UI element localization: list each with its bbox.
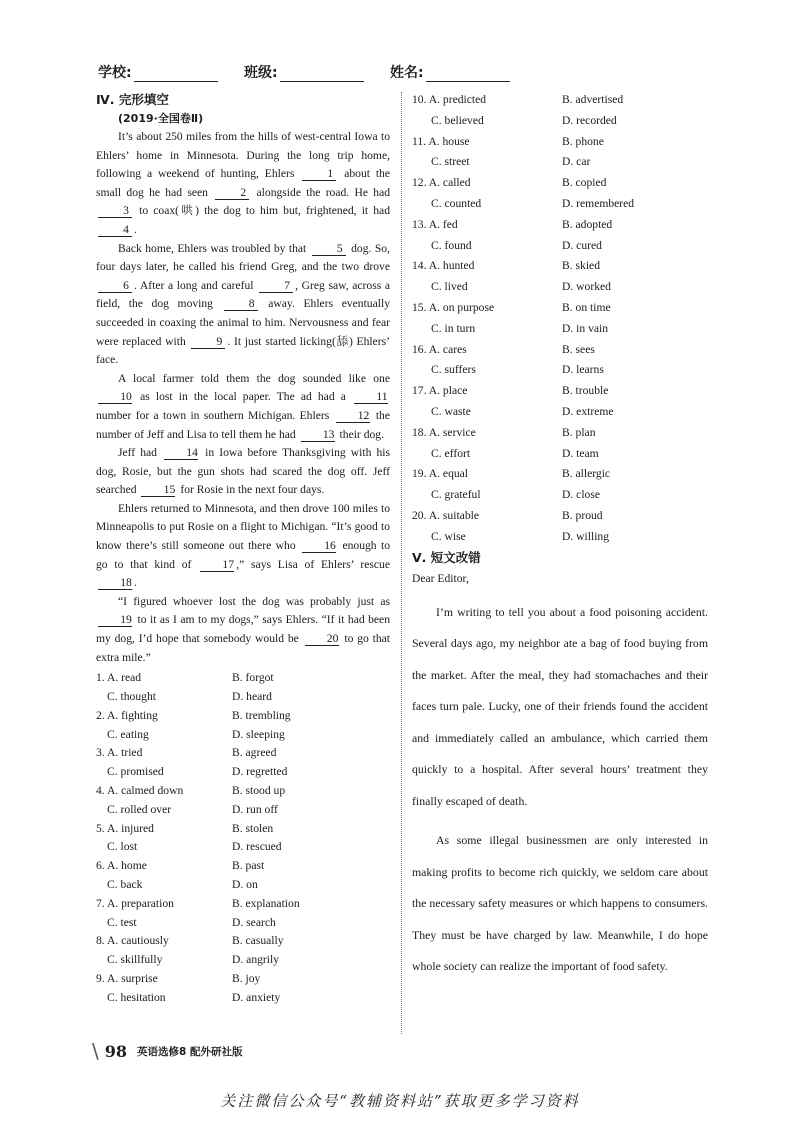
option-row: 17. A. place B. trouble bbox=[412, 384, 609, 398]
blank-5: 5 bbox=[312, 242, 346, 256]
options-list-left bbox=[96, 669, 390, 1007]
option-row: C. skillfully D. angrily bbox=[107, 953, 280, 967]
letter-greeting: Dear Editor, bbox=[412, 571, 469, 585]
blank-14: 14 bbox=[164, 446, 198, 460]
class-blank bbox=[280, 67, 364, 82]
option-row: C. lived D. worked bbox=[431, 280, 611, 294]
blank-11: 11 bbox=[354, 390, 388, 404]
option-row: C. believed D. recorded bbox=[431, 113, 617, 127]
blank-6: 6 bbox=[98, 279, 132, 293]
option-row: C. suffers D. learns bbox=[431, 363, 604, 377]
option-row: 5. A. injured B. stolen bbox=[96, 821, 274, 835]
option-row: 1. A. read B. forgot bbox=[96, 671, 274, 685]
option-row: C. test D. search bbox=[107, 915, 276, 929]
option-row: 15. A. on purpose B. on time bbox=[412, 300, 611, 314]
option-row: 18. A. service B. plan bbox=[412, 425, 596, 439]
option-row: 19. A. equal B. allergic bbox=[412, 467, 611, 481]
option-row: C. eating D. sleeping bbox=[107, 727, 285, 741]
class-label: 班级: bbox=[244, 65, 278, 81]
blank-10: 10 bbox=[98, 390, 132, 404]
blank-1: 1 bbox=[302, 167, 336, 181]
option-row: C. counted D. remembered bbox=[431, 196, 635, 210]
option-row: 2. A. fighting B. trembling bbox=[96, 708, 291, 722]
blank-18: 18 bbox=[98, 576, 132, 590]
passage-paragraph: It’s about 250 miles from the hills of west-central Iowa to Ehlers’ home in Minnesota. During the long trip home, following a weekend of hunting, Ehlers 1 about the small dog he had seen 2 alongside the road. He had 3 to coax(哄) the dog to him but, frightened, it had 4 . bbox=[96, 130, 391, 236]
class-field bbox=[244, 62, 364, 82]
option-row: 12. A. called B. copied bbox=[412, 176, 607, 190]
option-row: 10. A. predicted B. advertised bbox=[412, 93, 624, 106]
school-blank bbox=[134, 67, 218, 82]
bottom-watermark-note: 关注微信公众号“教辅资料站”获取更多学习资料 bbox=[220, 1092, 580, 1110]
blank-12: 12 bbox=[336, 409, 370, 423]
passage-paragraph: “I figured whoever lost the dog was probably just as 19 to it as I am to my dogs,” says Ehlers. “If it had been my dog, I’d hope that somebody would be 20 to go that extra mile.” bbox=[96, 594, 390, 664]
blank-15: 15 bbox=[141, 483, 175, 497]
column-divider bbox=[401, 92, 402, 1034]
blank-7: 7 bbox=[259, 279, 293, 293]
option-row: C. grateful D. close bbox=[431, 488, 600, 502]
passage-paragraph: Back home, Ehlers was troubled by that 5 dog. So, four days later, he called his friend Greg, and the two drove 6 . After a long and careful 7 , Greg saw, across a field, the dog moving 8 away. Ehlers eventually succeeded in coaxing the animal to him. Nervousness and fear were replaced with 9 . It just started licking(舔) Ehlers’ face. bbox=[96, 241, 390, 367]
blank-16: 16 bbox=[302, 539, 336, 553]
option-row: 4. A. calmed down B. stood up bbox=[96, 784, 286, 797]
letter-paragraph: As some illegal businessmen are only interested in making profits to become rich quickly, we seldom care about the necessary safety measures or which happens to consumers. They must be have charged by law. Meanwhile, I do hope whole society can realize the important of food safety. bbox=[412, 833, 708, 974]
option-row: C. found D. cured bbox=[431, 238, 602, 252]
blank-8: 8 bbox=[224, 297, 258, 311]
page-number: 98 bbox=[104, 1041, 128, 1061]
name-blank bbox=[426, 67, 510, 82]
page-footer bbox=[92, 1039, 242, 1063]
option-row: C. hesitation D. anxiety bbox=[107, 990, 281, 1004]
option-row: 6. A. home B. past bbox=[96, 859, 265, 873]
option-row: 14. A. hunted B. skied bbox=[412, 259, 601, 273]
footer-slash-icon: \ bbox=[92, 1039, 99, 1063]
blank-9: 9 bbox=[191, 335, 225, 349]
option-row: 3. A. tried B. agreed bbox=[96, 746, 277, 760]
option-row: 9. A. surprise B. joy bbox=[96, 971, 261, 985]
blank-2: 2 bbox=[215, 186, 249, 200]
option-row: C. waste D. extreme bbox=[431, 404, 614, 418]
blank-17: 17 bbox=[200, 558, 234, 572]
option-row: C. in turn D. in vain bbox=[431, 321, 609, 335]
book-title: 英语选修8 配外研社版 bbox=[137, 1045, 243, 1058]
option-row: 7. A. preparation B. explanation bbox=[96, 896, 300, 910]
option-row: C. back D. on bbox=[107, 877, 258, 891]
blank-13: 13 bbox=[301, 428, 335, 442]
source-note: (2019·全国卷Ⅱ) bbox=[118, 112, 204, 125]
option-row: 16. A. cares B. sees bbox=[412, 342, 595, 356]
right-column bbox=[412, 90, 708, 983]
passage-paragraph: Jeff had 14 in Iowa before Thanksgiving with his dog, Rosie, but the gun shots had scared the dog off. Jeff searched 15 for Rosie in the next four days. bbox=[96, 446, 390, 497]
school-label: 学校: bbox=[98, 65, 132, 81]
option-row: C. street D. car bbox=[431, 155, 591, 169]
section-title-cloze: Ⅳ. 完形填空 bbox=[96, 92, 169, 107]
left-column bbox=[96, 90, 390, 1008]
option-row: C. thought D. heard bbox=[107, 690, 272, 704]
name-label: 姓名: bbox=[390, 65, 424, 81]
blank-19: 19 bbox=[98, 613, 132, 627]
blank-4: 4 bbox=[98, 223, 132, 237]
option-row: 8. A. cautiously B. casually bbox=[96, 934, 284, 948]
option-row: C. rolled over D. run off bbox=[107, 802, 278, 816]
option-row: 11. A. house B. phone bbox=[412, 134, 604, 148]
option-row: C. promised D. regretted bbox=[107, 765, 288, 779]
options-list-right bbox=[412, 90, 708, 548]
school-field bbox=[98, 62, 218, 82]
student-info-header bbox=[98, 62, 740, 84]
blank-3: 3 bbox=[98, 204, 132, 218]
option-row: 20. A. suitable B. proud bbox=[412, 508, 603, 522]
letter-paragraph: I’m writing to tell you about a food poisoning accident. Several days ago, my neighbor ate a bag of food buying from the market. After the meal, they had stomachaches and their faces turn pale. Lucky, one of their friends found the accident and immediately called an ambulance, which carried them quickly to a hospital. After several hours’ treatment they finally escaped of death. bbox=[412, 604, 708, 808]
blank-20: 20 bbox=[305, 632, 339, 646]
passage-paragraph: A local farmer told them the dog sounded like one 10 as lost in the local paper. The ad had a 11 number for a town in southern Michigan. Ehlers 12 the number of Jeff and Lisa to tell them he had 13 their dog. bbox=[96, 371, 390, 441]
option-row: C. lost D. rescued bbox=[107, 840, 282, 854]
option-row: 13. A. fed B. adopted bbox=[412, 217, 613, 231]
name-field bbox=[390, 62, 510, 82]
section-title-error-correction: Ⅴ. 短文改错 bbox=[412, 549, 481, 565]
passage-paragraph: Ehlers returned to Minnesota, and then drove 100 miles to Minneapolis to put Rosie on a flight to Michigan. “It’s good to know there’s still someone out there who 16 enough to go to that kind of 17 ,” says Lisa of Ehlers’ rescue 18 . bbox=[96, 501, 391, 590]
option-row: C. effort D. team bbox=[431, 446, 599, 460]
option-row: C. wise D. willing bbox=[431, 529, 610, 543]
